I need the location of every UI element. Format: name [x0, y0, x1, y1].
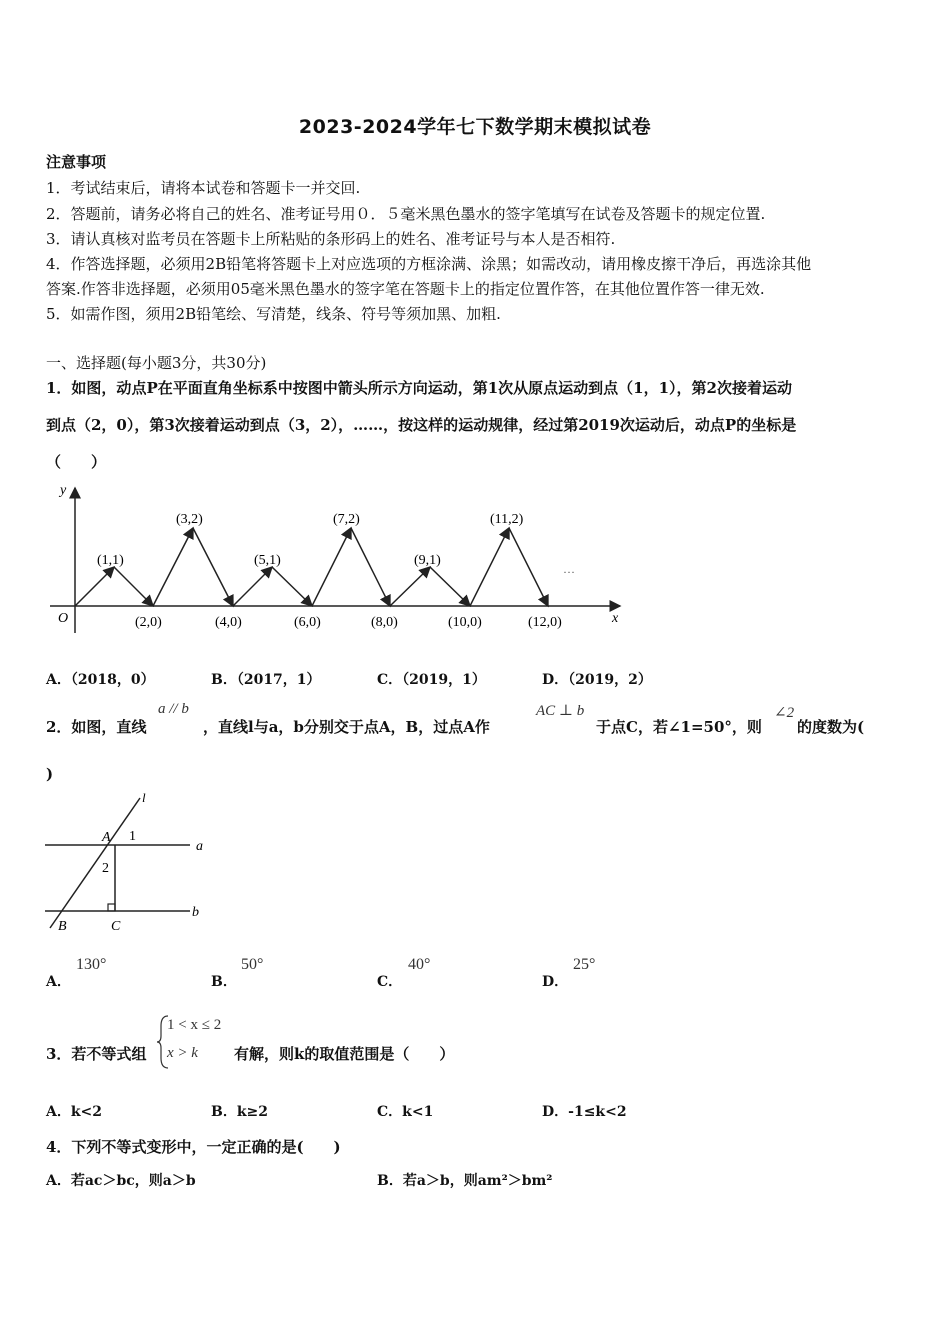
q2-option-a-value: 130°: [76, 956, 107, 973]
q1-stem-line2: 到点（2，0），第3次接着运动到点（3，2），……，按这样的运动规律，经过第2019次运动后，动点P的坐标是: [46, 416, 797, 434]
q4-stem: 4．下列不等式变形中，一定正确的是( ): [46, 1138, 341, 1156]
point-label: (10,0): [448, 615, 482, 630]
label-a: a: [196, 839, 203, 854]
point-label: (6,0): [294, 615, 321, 630]
q2-stem-close: ): [46, 765, 54, 783]
q3-stem-post: 有解，则k的取值范围是（ ）: [234, 1045, 455, 1063]
line-l: [50, 798, 140, 928]
q4-option-a: A．若ac＞bc，则a＞b: [46, 1173, 196, 1189]
q1-option-a: A．（2018，0）: [46, 672, 155, 688]
notice-item: 5．如需作图，须用2B铅笔绘、写清楚，线条、符号等须加黑、加粗.: [46, 305, 501, 323]
notice-heading: 注意事项: [46, 153, 107, 171]
label-1: 1: [129, 829, 136, 844]
label-B: B: [58, 919, 67, 934]
point-label: (1,1): [97, 553, 124, 568]
q2-math-perp: AC ⊥ b: [536, 703, 585, 719]
q2-stem-post: 的度数为(: [797, 718, 865, 736]
point-label: (5,1): [254, 553, 281, 568]
page-title: 2023-2024学年七下数学期末模拟试卷: [298, 116, 652, 138]
x-axis-label: x: [612, 611, 619, 626]
notice-item: 1．考试结束后，请将本试卷和答题卡一并交回.: [46, 179, 361, 197]
point-label: (8,0): [371, 615, 398, 630]
q2-option-d-value: 25°: [573, 956, 596, 973]
y-axis-label: y: [60, 483, 67, 498]
q2-math-parallel: a // b: [158, 701, 189, 717]
q2-figure: [40, 790, 220, 938]
q4-option-b: B．若a＞b，则am²＞bm²: [377, 1173, 553, 1189]
notice-item: 4．作答选择题，必须用2B铅笔将答题卡上对应选项的方框涂满、涂黑；如需改动，请用橡皮擦干净后，再选涂其他: [46, 255, 812, 273]
q3-option-c: C．k<1: [377, 1104, 434, 1120]
q3-option-b: B．k≥2: [211, 1104, 269, 1120]
label-b: b: [192, 905, 199, 920]
q3-option-a: A．k<2: [46, 1104, 103, 1120]
notice-item: 2．答题前，请务必将自己的姓名、准考证号用０．５毫米黑色墨水的签字笔填写在试卷及答题卡的规定位置.: [46, 205, 766, 223]
label-l: l: [142, 790, 146, 805]
q2-stem-pre: 2．如图，直线: [46, 718, 147, 736]
q2-option-c-letter: C．: [377, 974, 403, 990]
point-label: (4,0): [215, 615, 242, 630]
point-label: (3,2): [176, 512, 203, 527]
q2-option-b-letter: B．: [211, 974, 237, 990]
section-heading: 一、选择题(每小题3分，共30分): [46, 354, 267, 372]
q2-stem-mid1: ，直线l与a，b分别交于点A，B，过点A作: [203, 718, 490, 736]
point-label: (11,2): [490, 512, 524, 527]
q2-math-angle: ∠2: [774, 705, 795, 721]
continuation-dots: ···: [563, 565, 575, 579]
q3-stem-pre: 3．若不等式组: [46, 1045, 147, 1063]
q2-option-b-value: 50°: [241, 956, 264, 973]
label-A: A: [102, 830, 111, 845]
origin-label: O: [58, 611, 69, 626]
point-label: (2,0): [135, 615, 162, 630]
q1-figure: [40, 478, 640, 638]
q1-stem-line3: （ ）: [46, 453, 107, 471]
q1-option-d: D．（2019，2）: [542, 672, 652, 688]
q2-option-d-letter: D．: [542, 974, 569, 990]
q3-option-d: D．-1≤k<2: [542, 1104, 627, 1120]
notice-item: 答案.作答非选择题，必须用05毫米黑色墨水的签字笔在答题卡上的指定位置作答，在其他位置作答一律无效.: [46, 280, 765, 298]
right-angle-mark: [108, 904, 115, 911]
q2-option-c-value: 40°: [408, 956, 431, 973]
point-label: (7,2): [333, 512, 360, 527]
q3-inequality-1: 1 < x ≤ 2: [167, 1017, 222, 1033]
point-label: (12,0): [528, 615, 562, 630]
q1-option-c: C．（2019，1）: [377, 672, 486, 688]
q1-option-b: B．（2017，1）: [211, 672, 321, 688]
label-2: 2: [102, 861, 109, 876]
motion-path: [75, 528, 548, 606]
q2-option-a-letter: A．: [46, 974, 71, 990]
notice-item: 3．请认真核对监考员在答题卡上所粘贴的条形码上的姓名、准考证号与本人是否相符.: [46, 230, 616, 248]
q2-stem-mid2: 于点C，若∠1=50°，则: [596, 718, 762, 736]
label-C: C: [111, 919, 121, 934]
q1-stem-line1: 1．如图，动点P在平面直角坐标系中按图中箭头所示方向运动，第1次从原点运动到点（1，1），第2次接着运动: [46, 379, 792, 397]
point-label: (9,1): [414, 553, 441, 568]
q3-inequality-2: x > k: [167, 1045, 198, 1061]
